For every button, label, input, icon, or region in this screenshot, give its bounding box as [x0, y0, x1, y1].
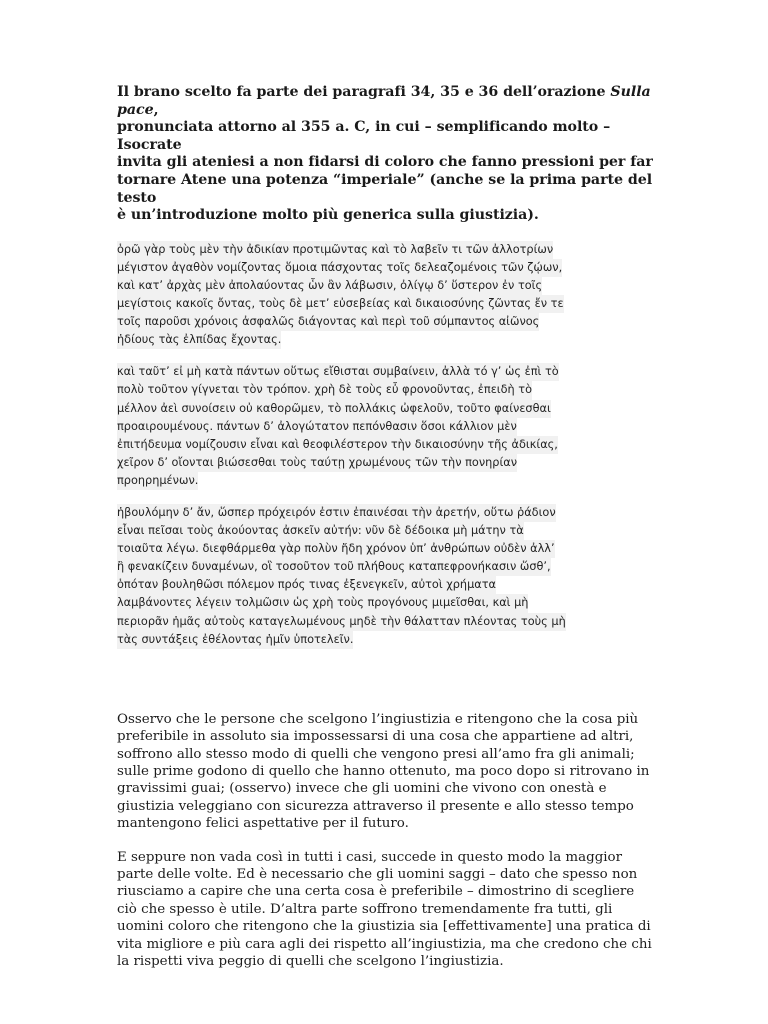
translation-line: Osservo che le persone che scelgono l’ingiustizia e ritengono che la cosa più	[117, 711, 639, 727]
greek-line: μέγιστον ἀγαθὸν νομίζοντας ὅμοια πάσχοντας τοῖς δελεαζομένοις τῶν ζῴων,	[117, 259, 562, 277]
translation-line: uomini coloro che ritengono che la giustizia sia [effettivamente] una pratica di	[117, 919, 651, 935]
greek-line: ὁρῶ γὰρ τοὺς μὲν τὴν ἀδικίαν προτιμῶντας καὶ τὸ λαβεῖν τι τῶν ἀλλοτρίων	[117, 241, 553, 259]
translation-paragraph-2	[117, 849, 657, 971]
greek-line: χεῖρον δʼ οἴονται βιώσεσθαι τοὺς ταύτῃ χρωμένους τῶν τὴν πονηρίαν	[117, 454, 517, 472]
greek-line: τοῖς παροῦσι χρόνοις ἀσφαλῶς διάγοντας καὶ περὶ τοῦ σύμπαντος αἰῶνος	[117, 313, 539, 331]
translation-line: soffrono allo stesso modo di quelli che vengono presi all’amo fra gli animali;	[117, 746, 635, 762]
greek-line: καὶ κατʼ ἀρχὰς μὲν ἀπολαύοντας ὧν ἂν λάβωσιν, ὀλίγῳ δʼ ὕστερον ἐν τοῖς	[117, 277, 542, 295]
greek-line: μέλλον ἀεὶ συνοίσειν οὐ καθορῶμεν, τὸ πολλάκις ὠφελοῦν, τοῦτο φαίνεσθαι	[117, 400, 551, 418]
intro-line: pronunciata attorno al 355 a. C, in cui – semplificando molto – Isocrate	[117, 119, 611, 153]
greek-line: ἢ φενακίζειν δυναμένων, οἳ τοσοῦτον τοῦ πλήθους καταπεφρονήκασιν ὥσθʼ,	[117, 558, 551, 576]
intro-line: è un’introduzione molto più generica sulla giustizia).	[117, 207, 539, 224]
translation-line: sulle prime godono di quello che hanno ottenuto, ma poco dopo si ritrovano in	[117, 763, 650, 779]
translation-line: gravissimi guai; (osservo) invece che gli uomini che vivono con onestà e	[117, 781, 607, 797]
greek-line: ἠβουλόμην δʼ ἄν, ὥσπερ πρόχειρόν ἐστιν ἐπαινέσαι τὴν ἀρετήν, οὕτω ῥάδιον	[117, 504, 556, 522]
intro-line: tornare Atene una potenza “imperiale” (anche se la prima parte del testo	[117, 171, 653, 206]
greek-line: εἶναι πεῖσαι τοὺς ἀκούοντας ἀσκεῖν αὐτήν: νῦν δὲ δέδοικα μὴ μάτην τὰ	[117, 522, 524, 540]
intro-line: invita gli ateniesi a non fidarsi di coloro che fanno pressioni per far	[117, 154, 653, 171]
greek-paragraph-2	[117, 363, 657, 490]
greek-line: προαιρουμένους. πάντων δʼ ἀλογώτατον πεπόνθασιν ὅσοι κάλλιον μὲν	[117, 418, 517, 436]
greek-line: τοιαῦτα λέγω. διεφθάρμεθα γὰρ πολὺν ἤδη χρόνον ὑπʼ ἀνθρώπων οὐδὲν ἀλλʼ	[117, 540, 555, 558]
greek-paragraph-3	[117, 504, 657, 649]
greek-paragraph-1	[117, 241, 657, 350]
translation-line: ciò che spesso è utile. D’altra parte soffrono tremendamente fra tutti, gli	[117, 901, 613, 917]
greek-line: ἐπιτήδευμα νομίζουσιν εἶναι καὶ θεοφιλέστερον τὴν δικαιοσύνην τῆς ἀδικίας,	[117, 436, 558, 454]
translation-line: giustizia veleggiano con sicurezza attraverso il presente e allo stesso tempo	[117, 798, 634, 814]
intro-line: Il brano scelto fa parte dei paragrafi 34, 35 e 36 dell’orazione Sulla pace,	[117, 84, 651, 118]
work-title: Sulla pace	[117, 84, 651, 118]
greek-line: ἡδίους τὰς ἐλπίδας ἔχοντας.	[117, 331, 281, 349]
greek-line: ὁπόταν βουληθῶσι πόλεμον πρός τινας ἐξενεγκεῖν, αὐτοὶ χρήματα	[117, 576, 496, 594]
translation-line: E seppure non vada così in tutti i casi, succede in questo modo la maggior	[117, 849, 623, 865]
greek-line: πολὺ τοῦτον γίγνεται τὸν τρόπον. χρὴ δὲ τοὺς εὖ φρονοῦντας, ἐπειδὴ τὸ	[117, 381, 532, 399]
section-gap	[117, 663, 657, 711]
intro-paragraph	[117, 84, 657, 225]
translation-line: la rispetti viva peggio di quelli che scelgono l’ingiustizia.	[117, 954, 504, 969]
greek-line: περιορᾶν ἡμᾶς αὐτοὺς καταγελωμένους μηδὲ τὴν θάλατταν πλέοντας τοὺς μὴ	[117, 613, 566, 631]
translation-line: preferibile in assoluto sia impossessarsi di una cosa che appartiene ad altri,	[117, 729, 634, 745]
translation-line: parte delle volte. Ed è necessario che gli uomini saggi – dato che spesso non	[117, 866, 638, 882]
greek-line: μεγίστοις κακοῖς ὄντας, τοὺς δὲ μετʼ εὐσεβείας καὶ δικαιοσύνης ζῶντας ἔν τε	[117, 295, 564, 313]
greek-line: καὶ ταῦτʼ εἰ μὴ κατὰ πάντων οὕτως εἴθισται συμβαίνειν, ἀλλὰ τό γʼ ὡς ἐπὶ τὸ	[117, 363, 559, 381]
translation-paragraph-1	[117, 711, 657, 833]
translation-line: riusciamo a capire che una certa cosa è preferibile – dimostrino di scegliere	[117, 884, 635, 900]
greek-line: τὰς συντάξεις ἐθέλοντας ἡμῖν ὑποτελεῖν.	[117, 631, 353, 649]
document-page	[117, 84, 657, 986]
greek-line: προηρημένων.	[117, 472, 198, 490]
greek-line: λαμβάνοντες λέγειν τολμῶσιν ὡς χρὴ τοὺς προγόνους μιμεῖσθαι, καὶ μὴ	[117, 594, 528, 612]
translation-line: vita migliore e più cara agli dei rispetto all’ingiustizia, ma che credono che chi	[117, 936, 652, 952]
translation-line: mantengono felici aspettative per il futuro.	[117, 816, 409, 832]
